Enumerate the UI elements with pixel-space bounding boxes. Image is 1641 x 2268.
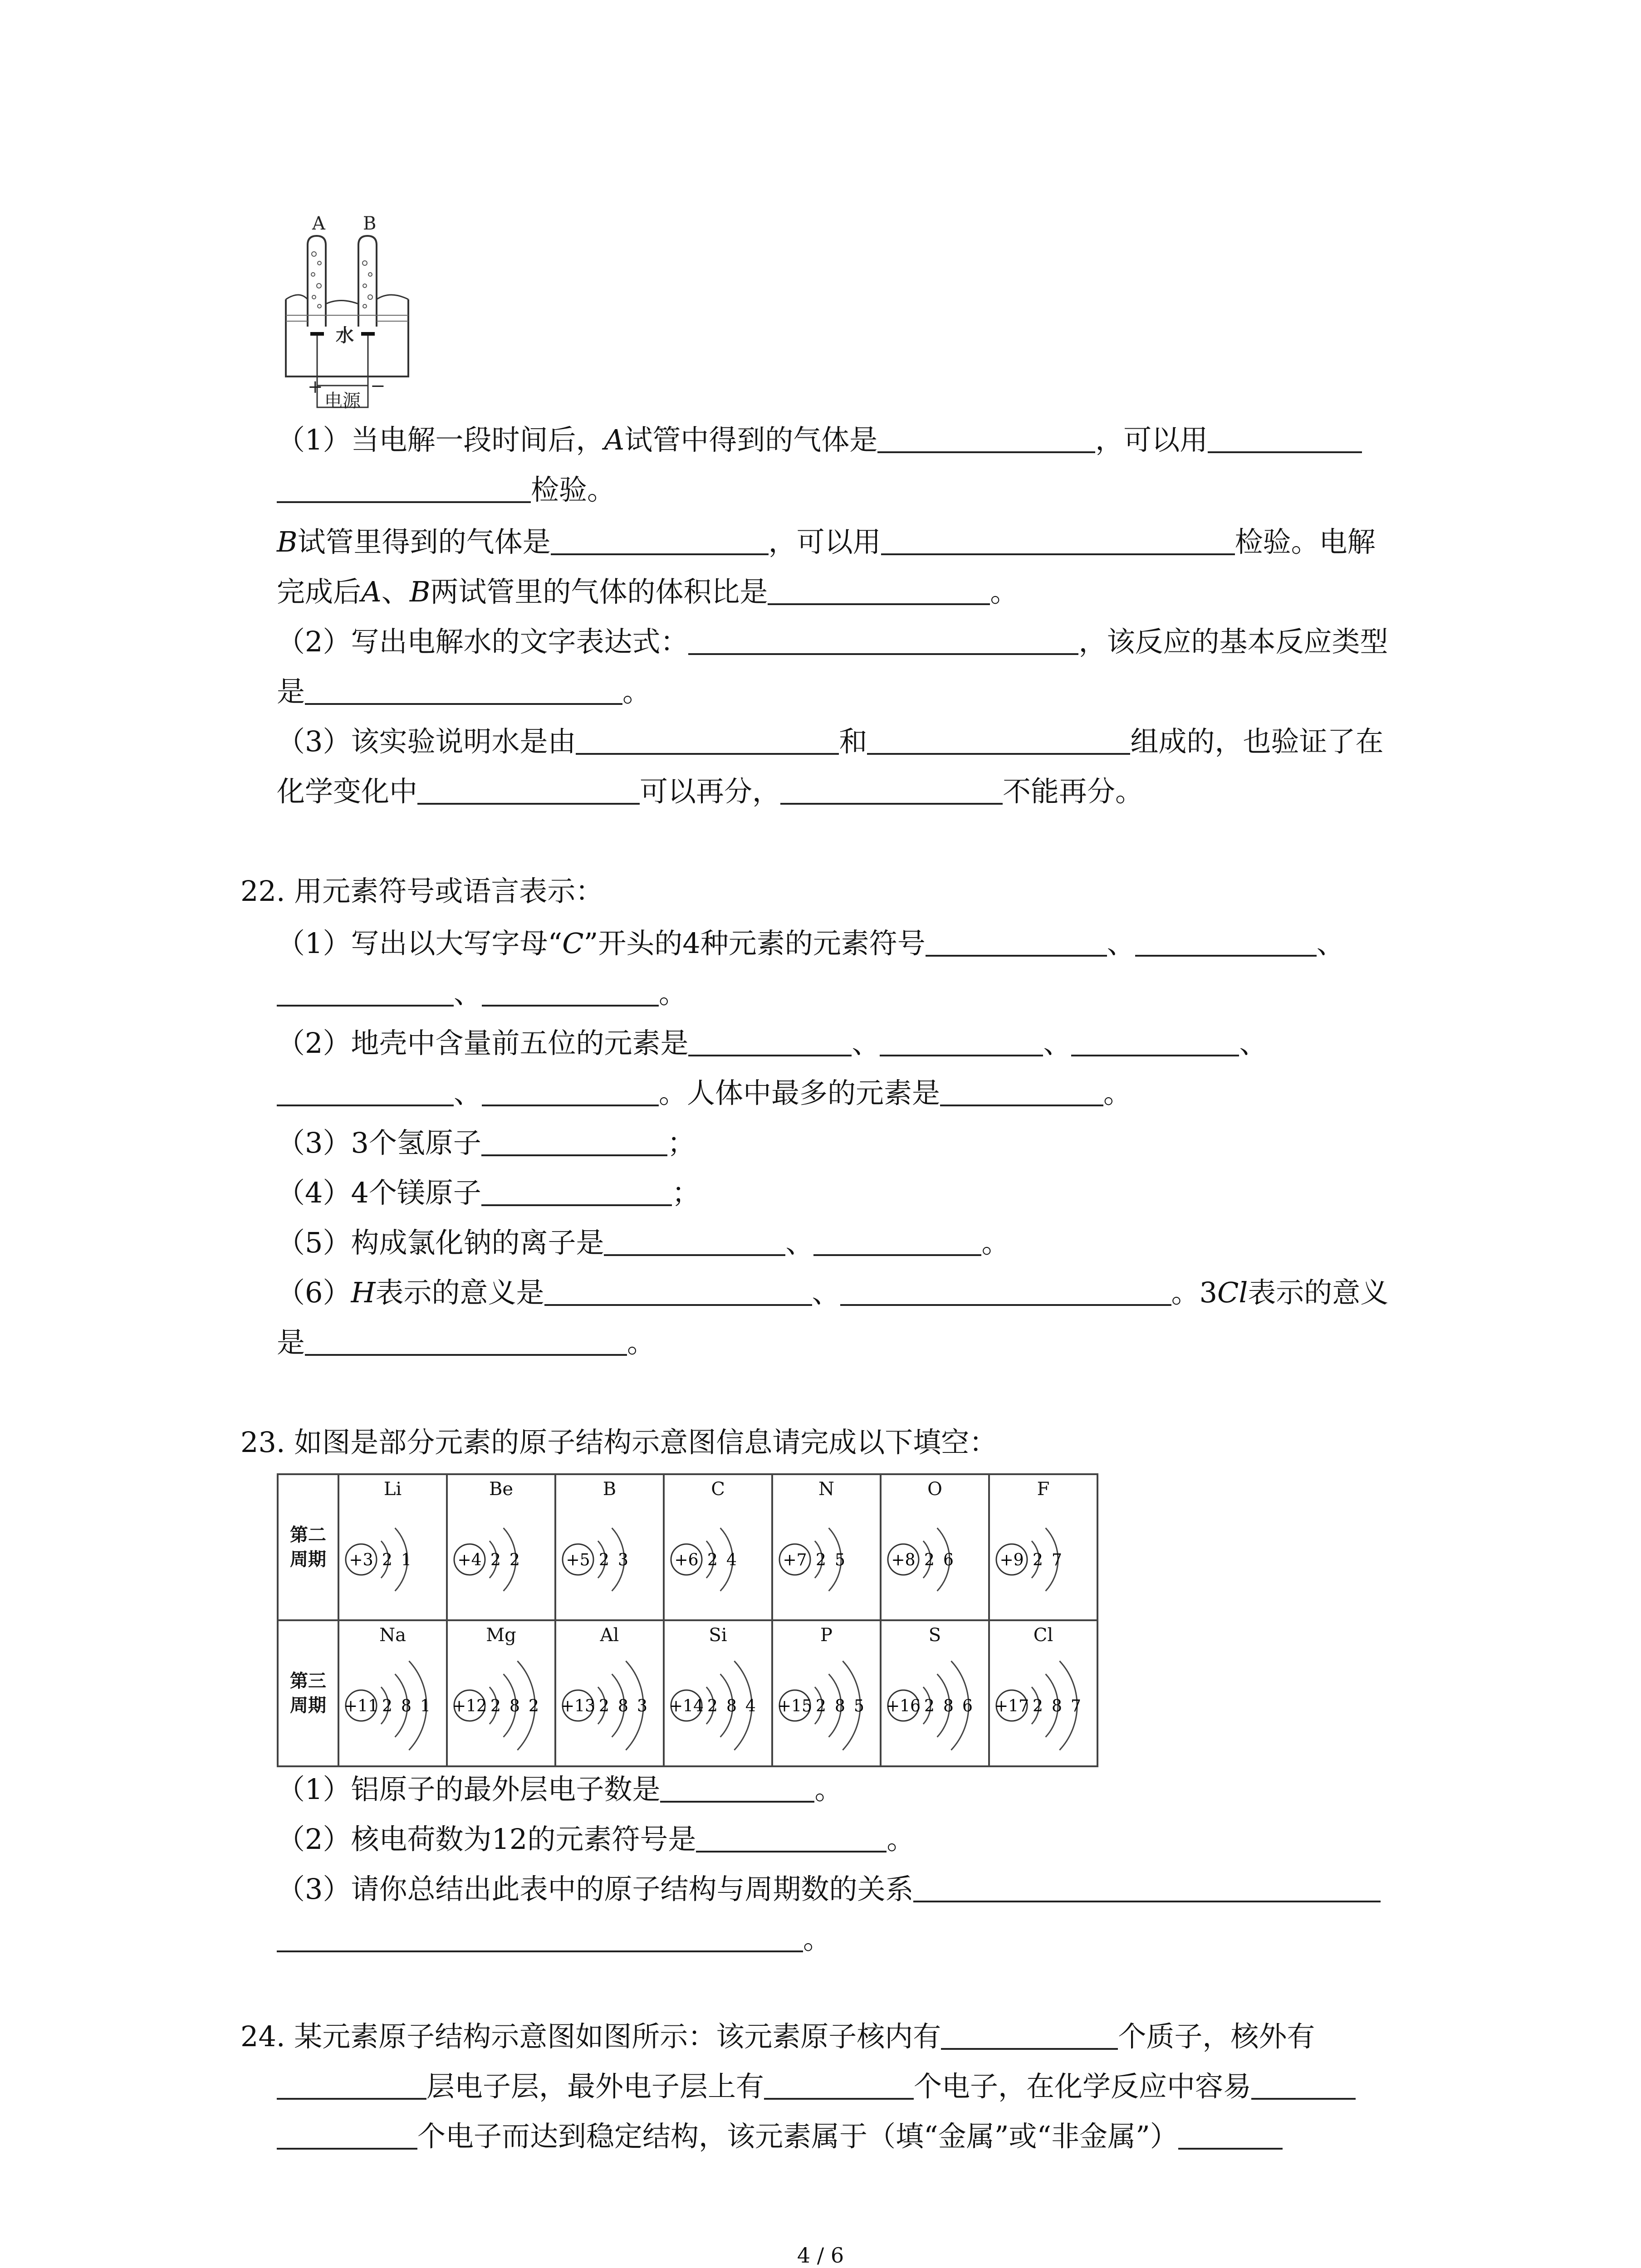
element-cell-al: [555, 1620, 664, 1766]
element-cell-n: [772, 1474, 881, 1620]
period-2-label: [278, 1474, 338, 1620]
q24-line1: [240, 2019, 1315, 2055]
element-symbol: Be: [489, 1479, 514, 1500]
q21-var-b: B: [277, 525, 298, 558]
shell-electron-count: 8: [726, 1697, 737, 1716]
q21-text: 试管里得到的气体是: [297, 525, 551, 558]
q21-text: 是: [277, 675, 305, 708]
q21-blank-gas-a[interactable]: [877, 423, 1095, 453]
atom-diagram: [665, 1502, 771, 1616]
element-cell-b: [555, 1474, 664, 1620]
q22-text: 。3: [1171, 1276, 1218, 1309]
atom-diagram: [990, 1502, 1097, 1616]
shell-electron-count: 2: [707, 1551, 718, 1569]
q22-text: （2）地壳中含量前五位的元素是: [277, 1026, 689, 1060]
q22-text: （4）4个镁原子: [277, 1176, 481, 1209]
q23-blank-relation[interactable]: [913, 1872, 1381, 1902]
q22-text: （5）构成氯化钠的离子是: [277, 1226, 604, 1259]
q21-text: 检验。: [531, 473, 616, 506]
tube-a-label: A: [312, 213, 325, 234]
q22-text: 表示的意义: [1248, 1276, 1389, 1309]
q21-text: 可以再分，: [640, 775, 781, 808]
q21-text: 化学变化中: [277, 775, 418, 808]
q21-text: 检验。电解: [1234, 525, 1376, 558]
nucleus-charge: +14: [669, 1697, 704, 1716]
q22-blank-c4[interactable]: [482, 977, 659, 1007]
q24-text: 个电子而达到稳定结构，该元素属于（填“金属”或“非金属”）: [417, 2120, 1178, 2153]
q22-var-cl: Cl: [1217, 1276, 1248, 1309]
q22-blank-c1[interactable]: [926, 927, 1107, 957]
q21-text: ，可以用: [1095, 423, 1208, 456]
q22-sep: 、: [1239, 1026, 1268, 1060]
q22-part6-line1: [277, 1275, 1388, 1311]
shell-electron-count: 4: [726, 1551, 737, 1569]
q21-part1-line2: [277, 472, 615, 508]
q23-blank-al-outer[interactable]: [660, 1773, 814, 1803]
q21-blank-gas-b[interactable]: [551, 525, 769, 555]
nucleus-charge: +12: [452, 1697, 487, 1716]
q22-blank-3cl-meaning[interactable]: [305, 1326, 627, 1356]
nucleus-charge: +9: [999, 1551, 1024, 1569]
q21-var-a: A: [604, 423, 625, 456]
shell-electron-count: 2: [816, 1551, 826, 1569]
q23-blank-relation-cont[interactable]: [277, 1922, 803, 1952]
shell-electron-count: 2: [816, 1697, 826, 1716]
shell-electron-count: 2: [599, 1551, 609, 1569]
atom-diagram: [448, 1648, 554, 1762]
q22-text: 。人体中最多的元素是: [659, 1076, 941, 1110]
shell-electron-count: 7: [1052, 1551, 1062, 1569]
atomic-structure-table: [277, 1473, 1098, 1767]
element-symbol: Cl: [1033, 1625, 1053, 1646]
shell-electron-count: 2: [509, 1551, 520, 1569]
period-label-line: 第二: [290, 1525, 326, 1545]
atom-diagram: [448, 1502, 554, 1616]
period-2-row: [278, 1474, 1097, 1620]
q22-sep: 、: [812, 1276, 840, 1309]
q23-title: 23. 如图是部分元素的原子结构示意图信息请完成以下填空：: [240, 1426, 998, 1459]
q21-part2-line2: [277, 674, 651, 710]
atom-diagram: [556, 1502, 663, 1616]
q24-blank-count[interactable]: [277, 2120, 417, 2150]
q21-blank-ratio[interactable]: [768, 575, 990, 605]
q24-text: 层电子层，最外电子层上有: [426, 2070, 764, 2103]
q22-part6-line2: [277, 1325, 655, 1361]
electrolysis-apparatus-icon: [272, 213, 422, 413]
atom-diagram: [556, 1648, 663, 1762]
shell-electron-count: 8: [509, 1697, 520, 1716]
tube-b-label: B: [363, 213, 377, 234]
element-symbol: P: [820, 1625, 833, 1646]
q22-blank-magnesium[interactable]: [481, 1176, 672, 1206]
element-cell-be: [447, 1474, 555, 1620]
element-cell-li: [338, 1474, 447, 1620]
q21-blank-element-1[interactable]: [576, 725, 839, 755]
q21-blank-test-a-cont[interactable]: [277, 473, 531, 503]
element-symbol: Si: [709, 1625, 727, 1646]
q24-blank-gain-lose[interactable]: [1251, 2070, 1356, 2100]
element-cell-c: [664, 1474, 772, 1620]
nucleus-charge: +17: [994, 1697, 1029, 1716]
nucleus-charge: +3: [349, 1551, 373, 1569]
water-label: 水: [336, 325, 354, 346]
q22-blank-crust-5[interactable]: [482, 1076, 659, 1106]
shell-electron-count: 5: [854, 1697, 864, 1716]
atom-diagram: [882, 1502, 988, 1616]
q23-text: （1）铝原子的最外层电子数是: [277, 1773, 661, 1806]
shell-electron-count: 8: [618, 1697, 628, 1716]
shell-electron-count: 5: [835, 1551, 845, 1569]
q23-end: 。: [803, 1922, 832, 1955]
q24-blank-outer-electrons[interactable]: [764, 2070, 914, 2100]
element-symbol: Mg: [486, 1625, 516, 1646]
q22-blank-crust-4[interactable]: [277, 1076, 454, 1106]
q22-blank-ion-1[interactable]: [604, 1226, 785, 1256]
q21-text: 两试管里的气体的体积比是: [430, 575, 768, 608]
element-cell-p: [772, 1620, 881, 1766]
q21-text: 完成后: [277, 575, 362, 608]
q21-part1-line1: [277, 422, 1362, 458]
q21-text: 、: [381, 575, 410, 608]
shell-electron-count: 2: [382, 1697, 392, 1716]
q22-blank-body[interactable]: [940, 1076, 1103, 1106]
atom-diagram: [773, 1648, 880, 1762]
q22-semi: ；: [667, 1126, 696, 1159]
period-label-line: 第三: [290, 1671, 326, 1691]
q21-text: 组成的，也验证了在: [1130, 725, 1384, 758]
element-cell-s: [881, 1620, 989, 1766]
atom-diagram: [990, 1648, 1097, 1762]
q21-text: （1）当电解一段时间后，: [277, 423, 604, 456]
period-label-line: 周期: [290, 1549, 326, 1570]
q21-blank-test-b[interactable]: [881, 525, 1235, 555]
q24-text: 个电子，在化学反应中容易: [914, 2070, 1252, 2103]
minus-terminal: −: [370, 376, 386, 396]
atom-diagram: [882, 1648, 988, 1762]
q21-part2-line1: [277, 624, 1388, 660]
element-cell-si: [664, 1620, 772, 1766]
q22-var-h: H: [351, 1276, 376, 1309]
q22-text: （6）: [277, 1276, 351, 1309]
q22-title: 22. 用元素符号或语言表示：: [240, 875, 604, 908]
q22-part1-line2: [277, 975, 687, 1012]
q22-blank-h-meaning-1[interactable]: [544, 1276, 812, 1306]
q22-part3: [277, 1125, 696, 1161]
shell-electron-count: 8: [835, 1697, 845, 1716]
q22-end: 。: [981, 1226, 1010, 1259]
q22-part2-line2: [277, 1075, 1132, 1111]
shell-electron-count: 2: [707, 1697, 718, 1716]
nucleus-charge: +16: [886, 1697, 921, 1716]
nucleus-charge: +4: [457, 1551, 482, 1569]
shell-electron-count: 1: [401, 1551, 411, 1569]
q22-text: 是: [277, 1326, 305, 1359]
q23-text: （3）请你总结出此表中的原子结构与周期数的关系: [277, 1872, 914, 1906]
q21-part3-line1: [277, 723, 1383, 760]
q22-end: 。: [1103, 1076, 1132, 1110]
q22-text: ”开头的4种元素的元素符号: [583, 927, 926, 960]
q23-part2: [277, 1821, 915, 1857]
q24-line3: [277, 2118, 1283, 2155]
element-cell-o: [881, 1474, 989, 1620]
q22-sep: 、: [852, 1026, 880, 1060]
atom-diagram: [773, 1502, 880, 1616]
q22-text: 表示的意义是: [375, 1276, 544, 1309]
q22-blank-crust-2[interactable]: [880, 1026, 1043, 1056]
element-symbol: Li: [383, 1479, 402, 1500]
nucleus-charge: +8: [891, 1551, 916, 1569]
nucleus-charge: +5: [566, 1551, 590, 1569]
q21-text: （2）写出电解水的文字表达式：: [277, 625, 689, 658]
q23-text: （2）核电荷数为12的元素符号是: [277, 1823, 696, 1856]
nucleus-charge: +7: [783, 1551, 807, 1569]
element-symbol: Na: [379, 1625, 406, 1646]
q23-part3-line2: [277, 1921, 831, 1957]
q23-part1: [277, 1771, 843, 1808]
element-symbol: F: [1037, 1479, 1050, 1500]
q21-text: 。: [622, 675, 651, 708]
q21-text: 。: [990, 575, 1019, 608]
shell-electron-count: 6: [943, 1551, 954, 1569]
page-number: 4 / 6: [797, 2243, 844, 2268]
shell-electron-count: 3: [637, 1697, 647, 1716]
q21-var-a: A: [361, 575, 382, 608]
shell-electron-count: 6: [962, 1697, 973, 1716]
element-symbol: N: [818, 1479, 834, 1500]
q22-end: 。: [659, 977, 687, 1010]
q21-blank-word-equation[interactable]: [688, 625, 1078, 655]
element-symbol: B: [603, 1479, 617, 1500]
q21-blank-element-2[interactable]: [867, 725, 1130, 755]
q21-part1-line3: [277, 524, 1376, 560]
q21-text: 和: [839, 725, 867, 758]
period-3-row: [278, 1620, 1097, 1766]
q22-sep: 、: [1316, 927, 1345, 960]
q22-part2-line1: [277, 1025, 1268, 1061]
q21-text: 试管中得到的气体是: [624, 423, 878, 456]
period-label-line: 周期: [290, 1695, 326, 1716]
q21-blank-divisible[interactable]: [417, 775, 640, 805]
element-symbol: C: [711, 1479, 725, 1500]
q21-blank-reaction-type[interactable]: [305, 675, 622, 705]
q22-sep: 、: [454, 1076, 482, 1110]
q24-text: 24. 某元素原子结构示意图如图所示：该元素原子核内有: [240, 2020, 941, 2053]
shell-electron-count: 4: [745, 1697, 756, 1716]
q22-part4: [277, 1175, 700, 1211]
q23-end: 。: [887, 1823, 915, 1856]
electrolysis-figure: [272, 213, 422, 413]
element-symbol: Al: [600, 1625, 619, 1646]
q22-blank-c3[interactable]: [277, 977, 454, 1007]
q22-text: （1）写出以大写字母“: [277, 927, 563, 960]
shell-electron-count: 2: [1033, 1697, 1043, 1716]
shell-electron-count: 8: [401, 1697, 411, 1716]
shell-electron-count: 2: [490, 1551, 501, 1569]
q23-end: 。: [814, 1773, 843, 1806]
shell-electron-count: 8: [943, 1697, 954, 1716]
element-cell-f: [989, 1474, 1097, 1620]
q23-part3-line1: [277, 1871, 1381, 1907]
q22-blank-crust-3[interactable]: [1071, 1026, 1239, 1056]
q24-blank-shells[interactable]: [277, 2070, 426, 2100]
shell-electron-count: 2: [1033, 1551, 1043, 1569]
shell-electron-count: 8: [1052, 1697, 1062, 1716]
q22-part1-line1: [277, 925, 1345, 962]
power-source-label: 电源: [324, 391, 361, 411]
nucleus-charge: +11: [344, 1697, 378, 1716]
plus-terminal: +: [308, 376, 323, 397]
atom-diagram: [665, 1648, 771, 1762]
element-symbol: O: [927, 1479, 942, 1500]
shell-electron-count: 2: [490, 1697, 501, 1716]
q22-blank-crust-1[interactable]: [688, 1026, 852, 1056]
shell-electron-count: 2: [529, 1697, 539, 1716]
shell-electron-count: 7: [1071, 1697, 1081, 1716]
q22-semi: ；: [671, 1176, 700, 1209]
q21-blank-indivisible[interactable]: [780, 775, 1003, 805]
shell-electron-count: 2: [924, 1697, 935, 1716]
atom-diagram: [339, 1502, 446, 1616]
q22-sep: 、: [454, 977, 482, 1010]
q22-blank-ion-2[interactable]: [813, 1226, 981, 1256]
q21-part3-line2: [277, 773, 1143, 810]
q22-blank-c2[interactable]: [1135, 927, 1317, 957]
q24-blank-protons[interactable]: [941, 2020, 1118, 2050]
nucleus-charge: +13: [561, 1697, 595, 1716]
element-cell-mg: [447, 1620, 555, 1766]
q22-sep: 、: [1043, 1026, 1072, 1060]
element-cell-cl: [989, 1620, 1097, 1766]
q21-part1-line4: [277, 574, 1018, 610]
q21-text: ，可以用: [768, 525, 881, 558]
nucleus-charge: +15: [778, 1697, 812, 1716]
q22-sep: 、: [785, 1226, 814, 1259]
shell-electron-count: 1: [420, 1697, 431, 1716]
atom-diagram: [339, 1648, 446, 1762]
q24-text: 个质子，核外有: [1118, 2020, 1315, 2053]
q22-end: 。: [627, 1326, 656, 1359]
q22-sep: 、: [1107, 927, 1135, 960]
q22-var-c: C: [562, 927, 584, 960]
nucleus-charge: +6: [674, 1551, 699, 1569]
q24-line2: [277, 2068, 1356, 2105]
q23-blank-symbol-12[interactable]: [696, 1823, 887, 1853]
q22-blank-hydrogen[interactable]: [481, 1126, 667, 1156]
q22-blank-h-meaning-2[interactable]: [840, 1276, 1171, 1306]
shell-electron-count: 2: [924, 1551, 935, 1569]
period-3-label: [278, 1620, 338, 1766]
q21-blank-test-a[interactable]: [1208, 423, 1362, 453]
element-symbol: S: [928, 1625, 941, 1646]
q21-text: （3）该实验说明水是由: [277, 725, 576, 758]
q21-var-b: B: [409, 575, 431, 608]
shell-electron-count: 2: [599, 1697, 609, 1716]
q22-text: （3）3个氢原子: [277, 1126, 481, 1159]
q21-text: 不能再分。: [1003, 775, 1144, 808]
shell-electron-count: 2: [382, 1551, 392, 1569]
q21-text: ，该反应的基本反应类型: [1078, 625, 1388, 658]
q22-part5: [277, 1225, 1009, 1261]
q24-blank-metal[interactable]: [1178, 2120, 1283, 2150]
element-cell-na: [338, 1620, 447, 1766]
shell-electron-count: 3: [618, 1551, 628, 1569]
